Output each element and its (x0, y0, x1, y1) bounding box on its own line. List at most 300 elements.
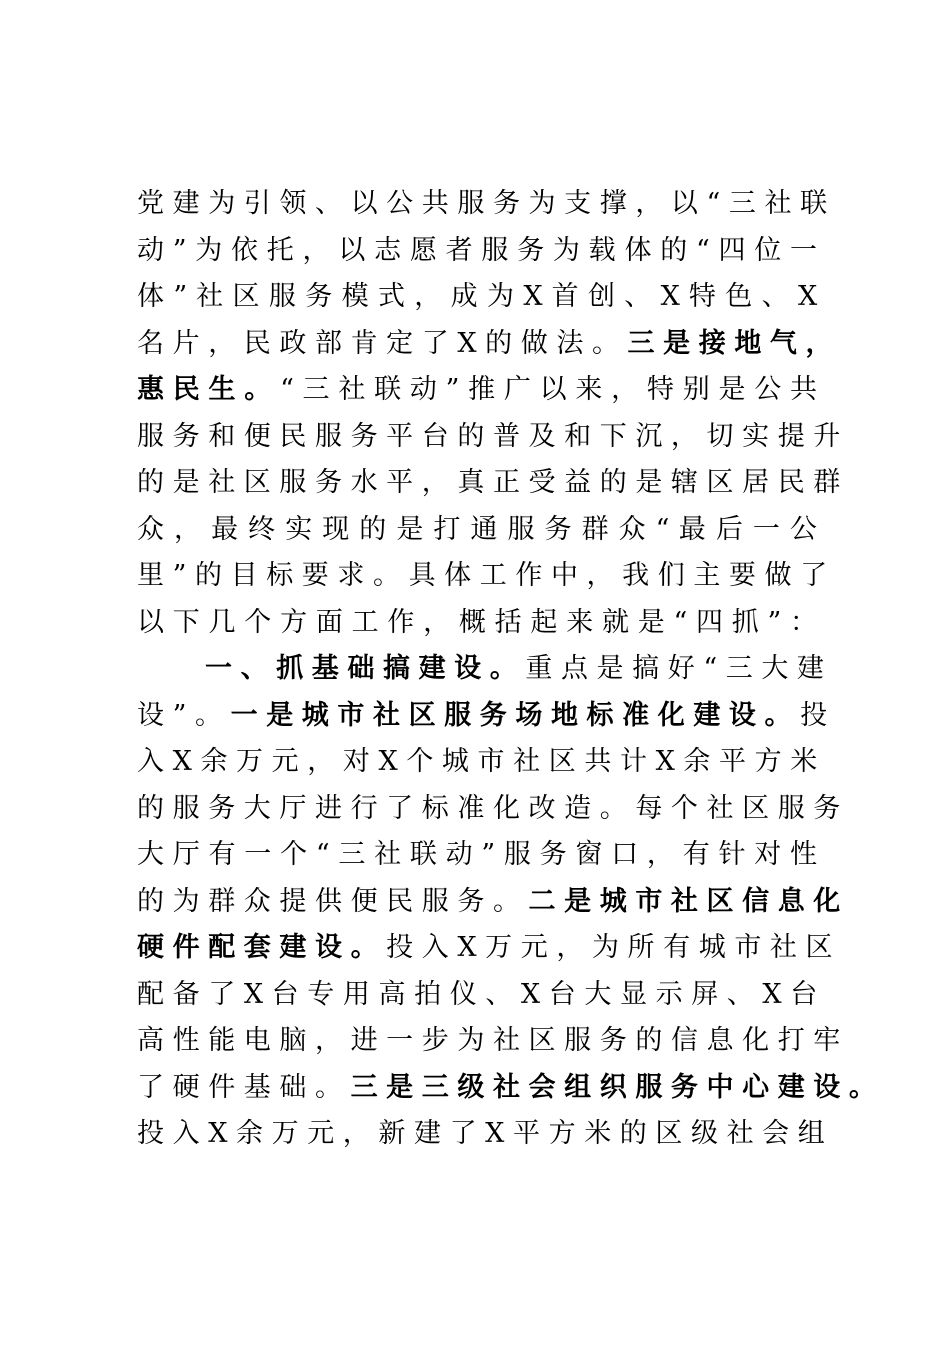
text-char: 是 (596, 653, 624, 684)
text-char: 。 (591, 327, 619, 359)
text-char: X (660, 281, 680, 312)
text-char: 公 (386, 188, 414, 219)
text-char: “ (315, 839, 330, 870)
text-char: ， (670, 420, 698, 452)
text-char: 特 (688, 281, 717, 312)
text-char: 动 (137, 234, 165, 266)
text-char: 入 (137, 746, 165, 777)
text-char: 群 (581, 513, 610, 545)
text-char: 投 (137, 1118, 164, 1149)
bold-text-char: 服 (444, 699, 472, 731)
text-char: 一 (244, 839, 272, 870)
text-char: 台 (271, 978, 299, 1010)
text-char: 服 (457, 188, 485, 219)
text-line (137, 972, 817, 1019)
text-char: 体 (444, 560, 472, 591)
text-line (137, 228, 817, 275)
text-char: 首 (551, 281, 579, 312)
bold-text-char: 抓 (276, 653, 304, 684)
text-char: 进 (350, 1025, 378, 1056)
text-char: 务 (492, 188, 520, 219)
bold-text-char: 接 (698, 327, 726, 359)
text-char: 四 (718, 234, 746, 266)
text-char: 搞 (632, 653, 660, 684)
bold-text-char: 区 (706, 885, 734, 917)
text-char: 为 (528, 188, 556, 219)
text-char: 了 (421, 327, 449, 359)
text-char: ， (611, 374, 639, 405)
text-line (137, 832, 817, 879)
text-line (137, 414, 841, 461)
text-line (137, 1018, 841, 1065)
bold-text-char: 化 (813, 885, 841, 917)
text-char: 余 (683, 746, 711, 777)
text-char: 平 (513, 1118, 540, 1149)
text-char: 进 (314, 792, 342, 824)
text-char: 以 (137, 606, 165, 638)
text-char: 三 (728, 188, 756, 219)
text-line (137, 1111, 825, 1158)
text-line (137, 274, 817, 321)
bold-text-char: 基 (311, 653, 339, 684)
text-char: 准 (457, 792, 485, 824)
text-char: 平 (386, 420, 414, 452)
text-char: 余 (200, 746, 228, 777)
text-char: 民 (243, 327, 271, 359)
text-char: 大 (761, 653, 789, 684)
text-char: 起 (530, 606, 558, 638)
text-char: 仪 (449, 978, 477, 1010)
text-char: 入 (421, 932, 449, 963)
text-char: 民 (386, 885, 414, 917)
text-char: 一 (386, 1025, 414, 1056)
bold-text-char: 务 (479, 699, 507, 731)
bold-text-char: 标 (586, 699, 614, 731)
text-char: X (520, 978, 541, 1010)
bold-text-char: 会 (528, 1071, 556, 1103)
text-char: 务 (517, 234, 545, 266)
text-char: 群 (813, 467, 841, 498)
text-char: 息 (706, 1025, 734, 1056)
text-char: 正 (492, 467, 520, 498)
text-char: 行 (350, 792, 378, 824)
text-char: 的 (635, 1025, 663, 1056)
text-char: 和 (564, 420, 592, 452)
text-char: 一 (752, 513, 781, 545)
text-char: 升 (813, 420, 841, 452)
text-char: 显 (619, 978, 647, 1010)
text-char: 联 (800, 188, 828, 219)
text-char: 建 (413, 1118, 441, 1149)
text-char: 口 (611, 839, 639, 870)
text-line (137, 367, 817, 414)
text-char: 方 (754, 746, 782, 777)
text-char: X (797, 281, 818, 312)
bold-text-char: 。 (489, 653, 517, 684)
text-char: 体 (624, 234, 652, 266)
text-char: 信 (670, 1025, 698, 1056)
text-char: 务 (314, 467, 342, 498)
text-char: 提 (777, 420, 805, 452)
text-char: 计 (619, 746, 647, 777)
text-char: 民 (777, 467, 805, 498)
text-char: ， (307, 746, 335, 777)
text-char: 志 (374, 234, 402, 266)
text-char: 便 (243, 420, 271, 452)
text-char: 了 (208, 978, 236, 1010)
text-char: 对 (754, 839, 782, 870)
text-line (137, 646, 824, 693)
text-char: 个 (406, 746, 434, 777)
text-char: 对 (342, 746, 370, 777)
text-char: 。 (372, 560, 400, 591)
text-char: 会 (762, 1118, 790, 1149)
bold-text-char: 件 (172, 932, 200, 963)
text-char: 个 (280, 839, 308, 870)
bold-text-char: 建 (693, 699, 721, 731)
text-char: 创 (587, 281, 616, 312)
text-char: 部 (314, 327, 342, 359)
bold-text-char: 社 (492, 1071, 520, 1103)
bold-text-char: 服 (635, 1071, 663, 1103)
text-char: ， (646, 839, 675, 870)
text-char: 最 (678, 513, 707, 545)
text-char: 的 (195, 560, 222, 591)
text-char: 群 (208, 885, 236, 917)
bold-text-char: 织 (599, 1071, 627, 1103)
text-char: 有 (208, 839, 236, 870)
text-char: 我 (622, 560, 650, 591)
text-char: 面 (315, 606, 343, 638)
text-char: 备 (172, 978, 200, 1010)
text-char: 的 (137, 885, 164, 917)
text-char: 市 (734, 932, 762, 963)
text-char: 平 (719, 746, 747, 777)
text-char: X (523, 281, 543, 312)
bold-text-char: 准 (622, 699, 650, 731)
text-char: 动 (409, 374, 437, 405)
text-char: 服 (507, 513, 536, 545)
text-char: 化 (492, 792, 520, 824)
text-char: 有 (663, 932, 691, 963)
bold-text-char: 市 (337, 699, 365, 731)
text-char: 务 (599, 1025, 627, 1056)
text-char: 社 (764, 188, 792, 219)
text-char: 厅 (172, 839, 200, 870)
text-char: ， (421, 467, 449, 498)
text-char: 配 (137, 978, 165, 1010)
text-char: 联 (409, 839, 437, 870)
text-char: 市 (477, 746, 505, 777)
text-char: 公 (789, 513, 817, 545)
text-char: 普 (492, 420, 520, 452)
bold-text-char: 。 (244, 374, 272, 405)
text-char: 动 (445, 839, 473, 870)
text-char: 元 (520, 932, 548, 963)
text-char: 重 (525, 653, 553, 684)
text-char: 片 (172, 327, 200, 359)
bold-text-char: 设 (813, 1071, 841, 1103)
text-char: 投 (800, 699, 828, 731)
bold-text-char: 信 (742, 885, 770, 917)
bold-text-char: 础 (347, 653, 375, 684)
bold-text-char: 套 (243, 932, 271, 963)
text-char: X (378, 746, 398, 777)
text-char: 作 (387, 606, 415, 638)
text-char: 法 (556, 327, 584, 359)
text-line (137, 925, 833, 972)
text-char: 城 (441, 746, 469, 777)
text-char: ” (173, 281, 188, 312)
text-char: 具 (408, 560, 436, 591)
text-char: ： (789, 606, 817, 638)
text-char: 实 (285, 513, 313, 545)
text-char: 服 (564, 1025, 592, 1056)
bold-text-char: 中 (706, 1071, 734, 1103)
bold-text-char: 设 (314, 932, 342, 963)
text-char: 居 (742, 467, 770, 498)
text-char: ” (172, 560, 187, 591)
text-char: 色 (725, 281, 753, 312)
bold-text-char: 是 (386, 1071, 414, 1103)
text-char: 要 (301, 560, 329, 591)
bold-text-char: 硬 (137, 932, 164, 963)
text-char: X (762, 978, 782, 1010)
text-char: 、 (485, 978, 513, 1010)
text-char: 城 (698, 932, 726, 963)
text-char: 造 (564, 792, 592, 824)
text-char: 别 (682, 374, 710, 405)
bold-text-char: 一 (205, 653, 232, 684)
text-char: 载 (588, 234, 616, 266)
text-char: 便 (350, 885, 378, 917)
text-char: 联 (374, 374, 402, 405)
text-char: 元 (307, 1118, 335, 1149)
text-char: 台 (421, 420, 449, 452)
text-char: 后 (715, 513, 744, 545)
text-char: 建 (172, 188, 200, 219)
text-char: 务 (457, 885, 485, 917)
text-char: X (485, 1118, 505, 1149)
text-char: 点 (560, 653, 588, 684)
text-char: 的 (660, 234, 688, 266)
text-char: 以 (539, 374, 567, 405)
text-line (137, 460, 841, 507)
text-char: “ (280, 374, 294, 405)
text-char: 基 (243, 1071, 271, 1103)
text-char: 服 (777, 792, 805, 824)
body-text (137, 181, 876, 1158)
text-char: ， (635, 188, 663, 219)
text-char: ” (481, 839, 496, 870)
text-char: 下 (599, 420, 627, 452)
text-line (137, 507, 817, 554)
text-line (137, 739, 817, 786)
bold-text-char: ， (805, 327, 833, 359)
text-char: 步 (421, 1025, 449, 1056)
text-char: 目 (230, 560, 258, 591)
text-char: 务 (813, 792, 841, 824)
text-char: ， (414, 281, 442, 312)
text-char: 众 (137, 513, 165, 545)
text-char: 模 (341, 281, 369, 312)
text-char: 以 (670, 188, 698, 219)
text-char: 政 (279, 327, 307, 359)
text-char: 服 (279, 467, 307, 498)
text-char: 共 (789, 374, 817, 405)
text-char: ， (423, 606, 451, 638)
text-char: 四 (695, 606, 724, 638)
text-char: X (172, 746, 192, 777)
text-char: 支 (564, 188, 592, 219)
text-char: 三 (338, 839, 366, 870)
text-char: 社 (726, 1118, 754, 1149)
text-char: 建 (796, 653, 824, 684)
text-line (137, 879, 841, 926)
text-char: 社 (706, 792, 734, 824)
text-char: 投 (386, 932, 414, 963)
text-char: “ (695, 234, 710, 266)
text-char: “ (703, 653, 718, 684)
bold-text-char: 设 (454, 653, 482, 684)
text-char: 辖 (670, 467, 698, 498)
text-char: 务 (208, 792, 236, 824)
text-char: X (208, 1118, 228, 1149)
text-char: 最 (211, 513, 239, 545)
text-char: 了 (449, 1118, 477, 1149)
bold-text-char: 区 (408, 699, 436, 731)
text-char: 是 (172, 467, 200, 498)
text-char: 牢 (813, 1025, 841, 1056)
bold-text-char: 级 (457, 1071, 485, 1103)
text-char: X (457, 327, 477, 359)
bold-text-char: 心 (742, 1071, 770, 1103)
text-char: 特 (646, 374, 675, 405)
text-char: 针 (718, 839, 746, 870)
text-char: 三 (725, 653, 753, 684)
text-char: 电 (243, 1025, 271, 1056)
text-char: 名 (137, 327, 164, 359)
bold-text-char: 气 (769, 327, 797, 359)
text-char: 硬 (172, 1071, 200, 1103)
text-char: 。 (195, 699, 222, 731)
text-char: 大 (137, 839, 165, 870)
text-char: 个 (244, 606, 272, 638)
text-char: X (655, 746, 675, 777)
text-char: 。 (314, 1071, 342, 1103)
text-char: 现 (322, 513, 350, 545)
text-char: X (457, 932, 477, 963)
text-char: 是 (635, 467, 663, 498)
text-char: 性 (789, 839, 817, 870)
text-char: 体 (137, 281, 165, 312)
text-char: 的 (599, 467, 627, 498)
text-char: 众 (243, 885, 271, 917)
text-char: 方 (280, 606, 308, 638)
text-char: 台 (548, 978, 576, 1010)
text-char: 服 (268, 281, 297, 312)
text-char: 社 (196, 281, 224, 312)
text-char: 服 (172, 792, 200, 824)
text-char: 设 (137, 699, 164, 731)
text-char: 以 (338, 234, 366, 266)
text-char: 沉 (635, 420, 663, 452)
text-char: 式 (377, 281, 406, 312)
text-char: 新 (378, 1118, 406, 1149)
bold-text-char: 是 (266, 699, 294, 731)
text-char: 几 (208, 606, 236, 638)
bold-text-char: 。 (350, 932, 378, 963)
text-char: 来 (575, 374, 603, 405)
text-char: 的 (359, 513, 388, 545)
text-char: 抓 (731, 606, 759, 638)
text-char: ” (445, 374, 460, 405)
text-char: ， (556, 932, 584, 963)
text-char: 服 (137, 420, 164, 452)
text-char: 依 (231, 234, 259, 266)
text-char: 务 (539, 839, 567, 870)
text-char: 、 (726, 978, 754, 1010)
text-char: 专 (307, 978, 335, 1010)
text-char: ， (314, 1025, 342, 1056)
text-char: 改 (528, 792, 556, 824)
text-line (137, 1065, 876, 1112)
bold-text-char: 、 (240, 653, 268, 684)
bold-text-char: 三 (627, 327, 655, 359)
text-char: 了 (137, 1071, 164, 1103)
bold-text-char: 组 (564, 1071, 592, 1103)
text-char: ” (767, 606, 782, 638)
text-char: 务 (305, 281, 333, 312)
text-char: 方 (548, 1118, 576, 1149)
text-char: 为 (208, 188, 236, 219)
text-char: 服 (314, 420, 342, 452)
bold-text-char: 是 (663, 327, 691, 359)
text-char: 服 (481, 234, 509, 266)
text-char: 区 (805, 932, 833, 963)
text-char: 为 (487, 281, 515, 312)
text-char: 共 (421, 188, 449, 219)
text-char: 为 (172, 885, 200, 917)
text-char: 党 (137, 188, 164, 219)
text-char: 水 (350, 467, 378, 498)
text-char: 通 (470, 513, 499, 545)
text-char: 公 (754, 374, 782, 405)
text-char: 每 (635, 792, 663, 824)
text-char: 里 (137, 560, 164, 591)
text-char: 受 (528, 467, 556, 498)
text-char: 以 (350, 188, 378, 219)
text-char: 社 (208, 467, 236, 498)
bold-text-char: 。 (764, 699, 792, 731)
text-char: 脑 (279, 1025, 307, 1056)
text-char: 米 (584, 1118, 612, 1149)
text-char: 服 (503, 839, 531, 870)
text-char: 众 (618, 513, 647, 545)
text-char: 是 (396, 513, 425, 545)
bold-text-char: 地 (550, 699, 578, 731)
text-char: 。 (599, 792, 627, 824)
bold-text-char: 建 (279, 932, 307, 963)
text-char: 社 (769, 932, 797, 963)
text-char: 作 (515, 560, 543, 591)
text-char: 是 (637, 606, 665, 638)
text-char: 能 (208, 1025, 236, 1056)
text-char: 括 (494, 606, 522, 638)
text-char: 托 (266, 234, 294, 266)
text-char: 高 (137, 1025, 164, 1056)
text-char: 了 (386, 792, 414, 824)
